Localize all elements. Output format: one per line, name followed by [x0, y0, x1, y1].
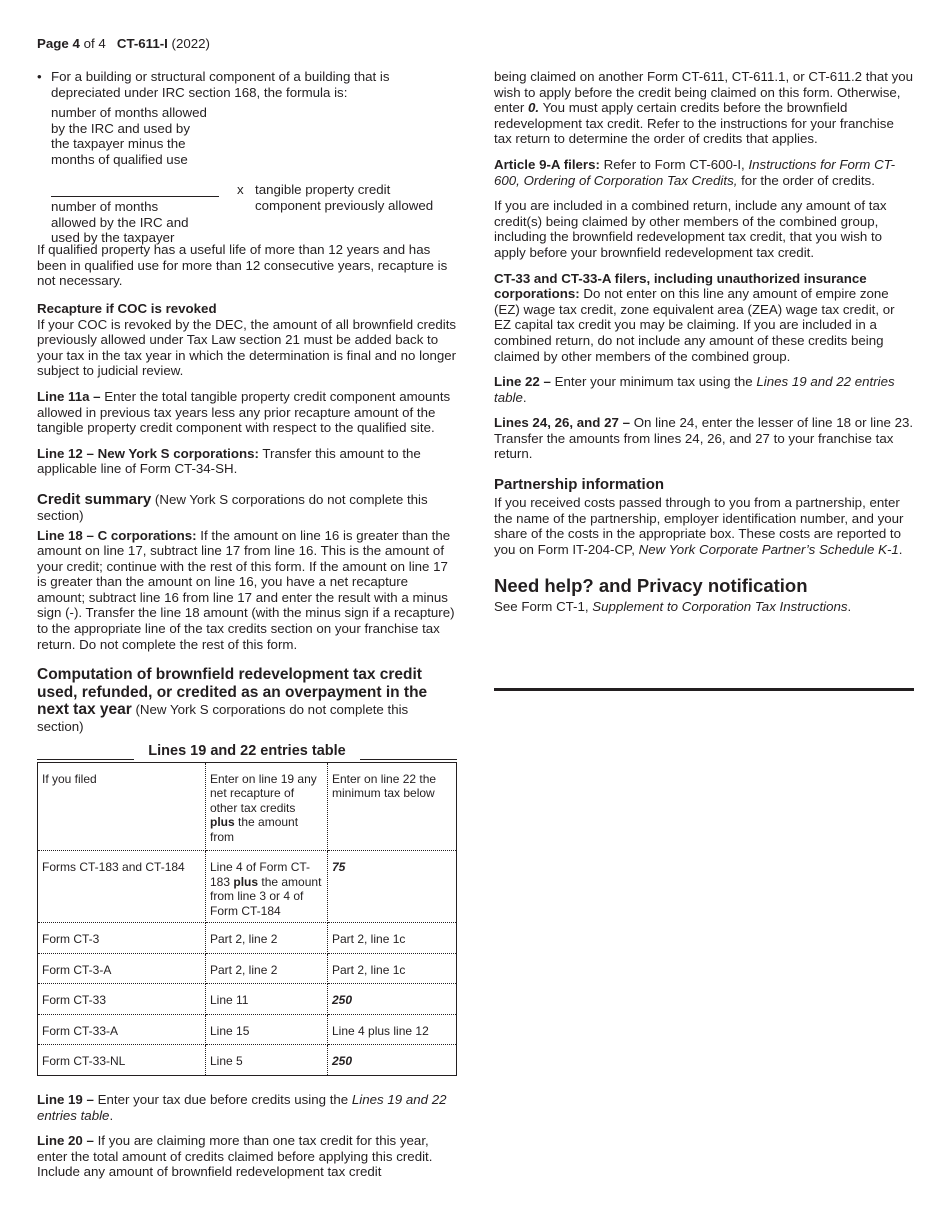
header-text: Enter on line 19 any net recapture of other tax credits: [210, 771, 317, 815]
header-cell: [206, 762, 328, 851]
table-header-row: [38, 762, 457, 851]
computation-heading-row: [37, 666, 457, 734]
partnership-reference: New York Corporate Partner’s Schedule K-1: [638, 541, 899, 557]
left-column: [37, 69, 457, 1190]
table-row: [38, 1045, 457, 1076]
credit-summary-heading: Credit summary: [37, 490, 152, 508]
table-cell: Part 2, line 1c: [328, 953, 457, 984]
line12-label: Line 12 – New York S corporations:: [37, 445, 259, 461]
numerator-line: number of months allowed: [51, 105, 207, 121]
lines24-label: Lines 24, 26, and 27 –: [494, 415, 630, 431]
line20-text: If you are claiming more than one tax credit for this year, enter the total amount of credits claimed before applying this credit. Include any amount of brownfield redevelopment tax credit: [37, 1133, 433, 1180]
partnership-paragraph: [494, 495, 914, 557]
entries-table-title: [37, 744, 457, 760]
partnership-end: .: [898, 541, 903, 557]
formula-denominator: [51, 199, 219, 246]
bullet-text: For a building or structural component of a building that is depreciated under IRC section 168, the formula is:: [51, 69, 390, 100]
table-cell: 250: [328, 984, 457, 1015]
combined-return-paragraph: If you are included in a combined return, include any amount of tax credit(s) being claimed by other members of the combined group, including the brownfield redevelopment tax credit, that you wish to apply before your brownfield redevelopment tax credit.: [494, 198, 887, 260]
line18-paragraph: [37, 528, 457, 653]
table-cell: Part 2, line 2: [206, 953, 328, 984]
table-cell: Line 4 plus line 12: [328, 1014, 457, 1045]
formula-multiplier: tangible property credit component previously allowed: [255, 182, 434, 213]
title-rule-left: [37, 759, 134, 760]
line22-text: Enter your minimum tax using the: [550, 374, 757, 390]
line20-continuation: [494, 69, 914, 147]
bullet-marker: •: [37, 69, 42, 84]
table-cell: Line 11: [206, 984, 328, 1015]
ct33-paragraph: [494, 271, 914, 365]
table-cell: 75: [328, 851, 457, 923]
table-cell: Form CT-33-A: [38, 1014, 206, 1045]
numerator-line: the taxpayer minus the: [51, 136, 186, 152]
table-row: [38, 923, 457, 954]
partnership-text: If you received costs passed through to you from a partnership, enter the name of the partnership, employer identification number, and your share of the costs in the appropriate box. These costs are reported to you on Form IT-204-CP,: [494, 495, 904, 557]
page-header: [37, 36, 210, 52]
line19-end: .: [109, 1107, 114, 1123]
title-rule-right: [360, 759, 457, 760]
lines24-text: On line 24, enter the lesser of line 18 or line 23. Transfer the amounts from lines 24, 26, and 27 to your franchise tax return.: [494, 415, 914, 462]
header-cell: Enter on line 22 the minimum tax below: [328, 762, 457, 851]
line19-text: Enter your tax due before credits using the: [93, 1091, 352, 1107]
help-paragraph: [494, 599, 914, 615]
article9a-paragraph: [494, 157, 914, 188]
table-cell: Part 2, line 2: [206, 923, 328, 954]
denominator-line: allowed by the IRC and: [51, 214, 189, 230]
table-cell: 250: [328, 1045, 457, 1076]
credit-summary-heading-row: [37, 491, 457, 524]
table-row: [38, 851, 457, 923]
table-cell: Form CT-33-NL: [38, 1045, 206, 1076]
line11a-label: Line 11a –: [37, 388, 101, 404]
table-cell: Line 5: [206, 1045, 328, 1076]
denominator-line: used by the taxpayer: [51, 230, 175, 246]
table-row: [38, 1014, 457, 1045]
line22-end: .: [522, 389, 527, 405]
recapture-paragraph: If your COC is revoked by the DEC, the amount of all brownfield credits previously allowed under Tax Law section 21 must be added back to your tax in the tax year in which the determination is final and no longer subject to judicial review.: [37, 316, 457, 379]
form-year: (2022): [167, 36, 210, 51]
line20-label: Line 20 –: [37, 1133, 94, 1149]
cell-text: the amount from line 3 or 4 of Form CT-184: [210, 874, 322, 918]
credit-summary-note: (New York S corporations do not complete this section): [37, 491, 428, 523]
help-reference: Supplement to Corporation Tax Instructions: [592, 599, 848, 615]
line12-text: Transfer this amount to the applicable line of Form CT-34-SH.: [37, 445, 421, 477]
table-row: [38, 953, 457, 984]
partnership-heading: Partnership information: [494, 476, 665, 494]
multiply-sign: x: [237, 182, 244, 198]
help-end: .: [847, 599, 852, 615]
table-cell: Line 15: [206, 1014, 328, 1045]
recapture-formula: [51, 100, 457, 246]
line19-table-ref: Lines 19 and 22 entries table: [37, 1091, 447, 1123]
table-cell: Part 2, line 1c: [328, 923, 457, 954]
line12-paragraph: [37, 446, 457, 477]
line20-paragraph: [37, 1133, 457, 1180]
computation-note: (New York S corporations do not complete this section): [37, 702, 409, 734]
ct33-label: CT-33 and CT-33-A filers, including unauthorized insurance corporations:: [494, 270, 867, 302]
end-rule: [494, 688, 914, 691]
table-cell: Form CT-33: [38, 984, 206, 1015]
line11a-paragraph: [37, 389, 457, 436]
formula-numerator: [51, 105, 219, 167]
line11a-text: Enter the total tangible property credit component amounts allowed in previous tax years less any prior recapture amount of the tangible property credit component with respect to the qualified site.: [37, 388, 451, 436]
recapture-heading: Recapture if COC is revoked: [37, 300, 217, 316]
table-cell: Form CT-3: [38, 923, 206, 954]
article9a-label: Article 9-A filers:: [494, 156, 600, 172]
zero-value: 0.: [528, 100, 540, 116]
bullet-item: [37, 69, 457, 100]
table-cell: Forms CT-183 and CT-184: [38, 851, 206, 923]
table-row: [38, 984, 457, 1015]
computation-heading: Computation of brownfield redevelopment tax credit used, refunded, or credited as an overpayment in the next tax year: [37, 666, 428, 719]
continuation-text: You must apply certain credits before the brownfield redevelopment tax credit. Refer to the instructions for your franchise tax return to determine the order of credits that applies.: [494, 100, 894, 147]
line22-paragraph: [494, 374, 914, 405]
line18-label: Line 18 – C corporations:: [37, 527, 197, 543]
header-text: the amount from: [210, 815, 299, 844]
article9a-text: for the order of credits.: [737, 172, 875, 188]
article9a-reference: Instructions for Form CT-600, Ordering of Corporation Tax Credits,: [494, 156, 895, 188]
line19-paragraph: [37, 1092, 457, 1123]
right-column: [494, 69, 914, 625]
article9a-text: Refer to Form CT-600-I,: [599, 156, 749, 172]
table-cell: Form CT-3-A: [38, 953, 206, 984]
header-cell: If you filed: [38, 762, 206, 851]
line18-text: If the amount on line 16 is greater than the amount on line 17, subtract line 17 from line 16. This is the amount of your credit; continue with the rest of this form. If the amount on line 17 is greater than the amount on line 16, you have a net recapture amount; subtract line 16 from line 17 and enter the result with a minus sign (-). Transfer the line 18 amount (with the minus sign if a recapture) to the appropriate line of the tax credits section on your franchise tax return. Do not complete the rest of this form.: [37, 527, 455, 652]
header-text-bold: plus: [210, 815, 235, 830]
page-total: of 4: [79, 36, 106, 51]
help-heading: Need help? and Privacy notification: [494, 575, 808, 597]
ct33-text: Do not enter on this line any amount of empire zone (EZ) wage tax credit, zone equivalent area (ZEA) wage tax credit, or EZ capital tax credit you may be claiming. If you are included in a combined return, do not include any amount of these credits being claimed by other members of the combined group.: [494, 286, 895, 364]
cell-text: Line 4 of Form CT-183: [210, 860, 311, 889]
continuation-text: being claimed on another Form CT-611, CT-611.1, or CT-611.2 that you wish to apply before the credit being claimed on this form. Otherwise, enter: [494, 69, 914, 116]
denominator-line: number of months: [51, 199, 159, 215]
line22-table-ref: Lines 19 and 22 entries table: [494, 374, 895, 405]
page-number: Page 4: [37, 36, 80, 51]
fraction-bar: [51, 196, 219, 197]
useful-life-paragraph: If qualified property has a useful life of more than 12 years and has been in qualified use for more than 12 consecutive years, recapture is not necessary.: [37, 242, 448, 289]
entries-table-title-text: Lines 19 and 22 entries table: [148, 743, 346, 760]
numerator-line: by the IRC and used by: [51, 120, 190, 136]
form-id: CT-611-I: [116, 36, 168, 51]
table-cell: [206, 851, 328, 923]
lines24-paragraph: [494, 415, 914, 462]
line19-label: Line 19 –: [37, 1091, 94, 1107]
numerator-line: months of qualified use: [51, 151, 188, 167]
cell-text-bold: plus: [233, 874, 259, 889]
line22-label: Line 22 –: [494, 374, 551, 390]
help-text: See Form CT-1,: [494, 599, 593, 615]
entries-table: [37, 762, 457, 1076]
